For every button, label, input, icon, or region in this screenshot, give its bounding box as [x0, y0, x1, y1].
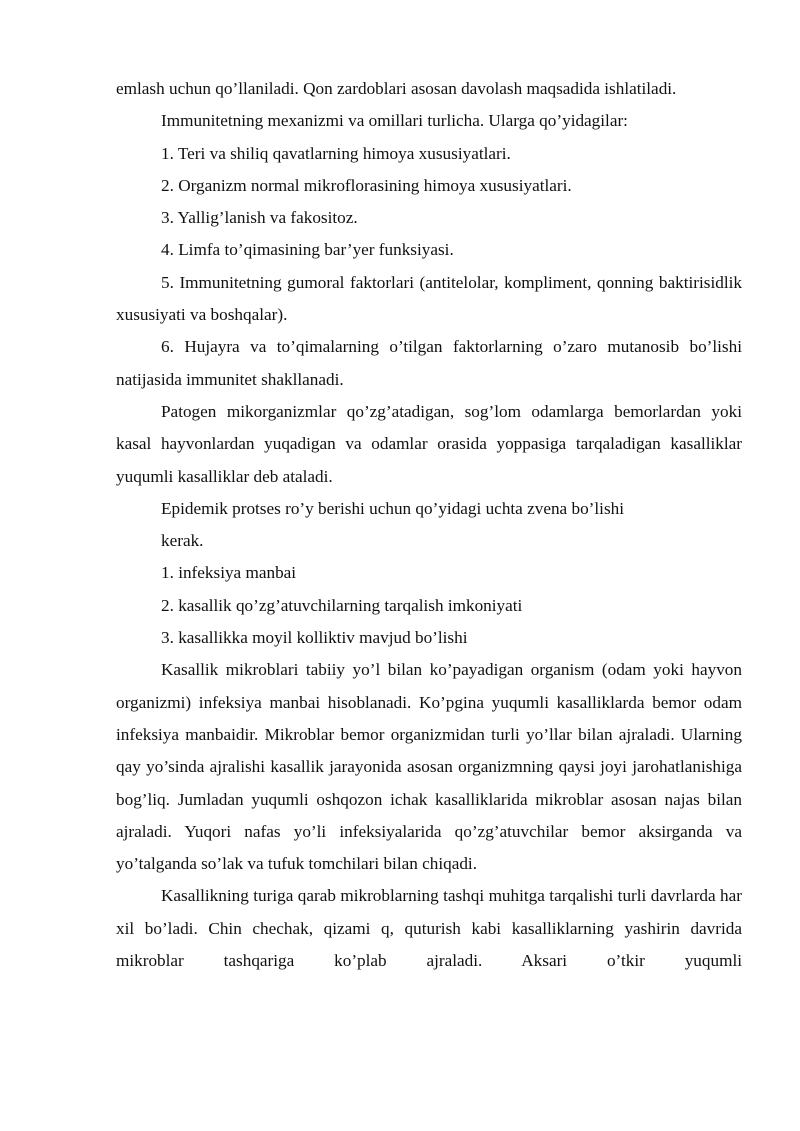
list-item-1: 1. Teri va shiliq qavatlarning himoya xususiyatlari.: [161, 143, 511, 163]
paragraph-infectious-definition: Patogen mikorganizmlar qo’zg’atadigan, sog’lom odamlarga bemorlardan yoki kasal hayvonlardan yuqadigan va odamlar orasida yoppasiga tarqaladigan kasalliklar yuqumli kasalliklar deb ataladi.: [116, 401, 742, 486]
zvena-item-3: 3. kasallikka moyil kolliktiv mavjud bo’lishi: [161, 628, 468, 648]
paragraph-infection-source: Kasallik mikroblari tabiiy yo’l bilan ko’payadigan organism (odam yoki hayvon organizmi) infeksiya manbai hisoblanadi. Ko’pgina yuqumli kasalliklarda bemor odam infeksiya manbaidir. Mikroblar bemor organizmidan turli yo’llar bilan ajraladi. Ularning qay yo’sinda ajralishi kasallik jarayonida asosan organizmning qaysi joyi jarohatlanishiga bog’liq. Jumladan yuqumli oshqozon ichak kasalliklarida mikroblar asosan najas bilan ajraladi. Yuqori nafas yo’li infeksiyalarida qo’zg’atuvchilar bemor aksirganda va yo’talganda so’lak va tufuk tomchilari bilan chiqadi.: [116, 660, 742, 874]
paragraph-immunity-intro: Immunitetning mexanizmi va omillari turlicha. Ularga qo’yidagilar:: [161, 111, 628, 131]
paragraph-epidemic-process: Epidemik protses ro’y berishi uchun qo’yidagi uchta zvena bo’lishi: [161, 498, 624, 518]
list-item-3: 3. Yallig’lanish va fakositoz.: [161, 208, 358, 228]
paragraph-continuation: emlash uchun qo’llaniladi. Qon zardoblari asosan davolash maqsadida ishlatiladi.: [116, 79, 677, 98]
list-item-4: 4. Limfa to’qimasining bar’yer funksiyasi.: [161, 240, 454, 260]
list-item-5: 5. Immunitetning gumoral faktorlari (antitelolar, kompliment, qonning baktirisidlik xususiyati va boshqalar).: [116, 272, 742, 325]
paragraph-epidemic-process-end: kerak.: [161, 531, 204, 551]
zvena-item-2: 2. kasallik qo’zg’atuvchilarning tarqalish imkoniyati: [161, 595, 523, 615]
list-item-6: 6. Hujayra va to’qimalarning o’tilgan faktorlarning o’zaro mutanosib bo’lishi natijasida immunitet shakllanadi.: [116, 337, 742, 389]
list-item-2: 2. Organizm normal mikroflorasining himoya xususiyatlari.: [161, 175, 572, 195]
zvena-item-1: 1. infeksiya manbai: [161, 563, 297, 583]
paragraph-spread-periods: Kasallikning turiga qarab mikroblarning tashqi muhitga tarqalishi turli davrlarda har xil bo’ladi. Chin chechak, qizami q, quturish kabi kasalliklarning yashirin davrida mikroblar tashqariga ko’plab ajraladi. Aksari o’tkir yuqumli: [116, 886, 742, 971]
